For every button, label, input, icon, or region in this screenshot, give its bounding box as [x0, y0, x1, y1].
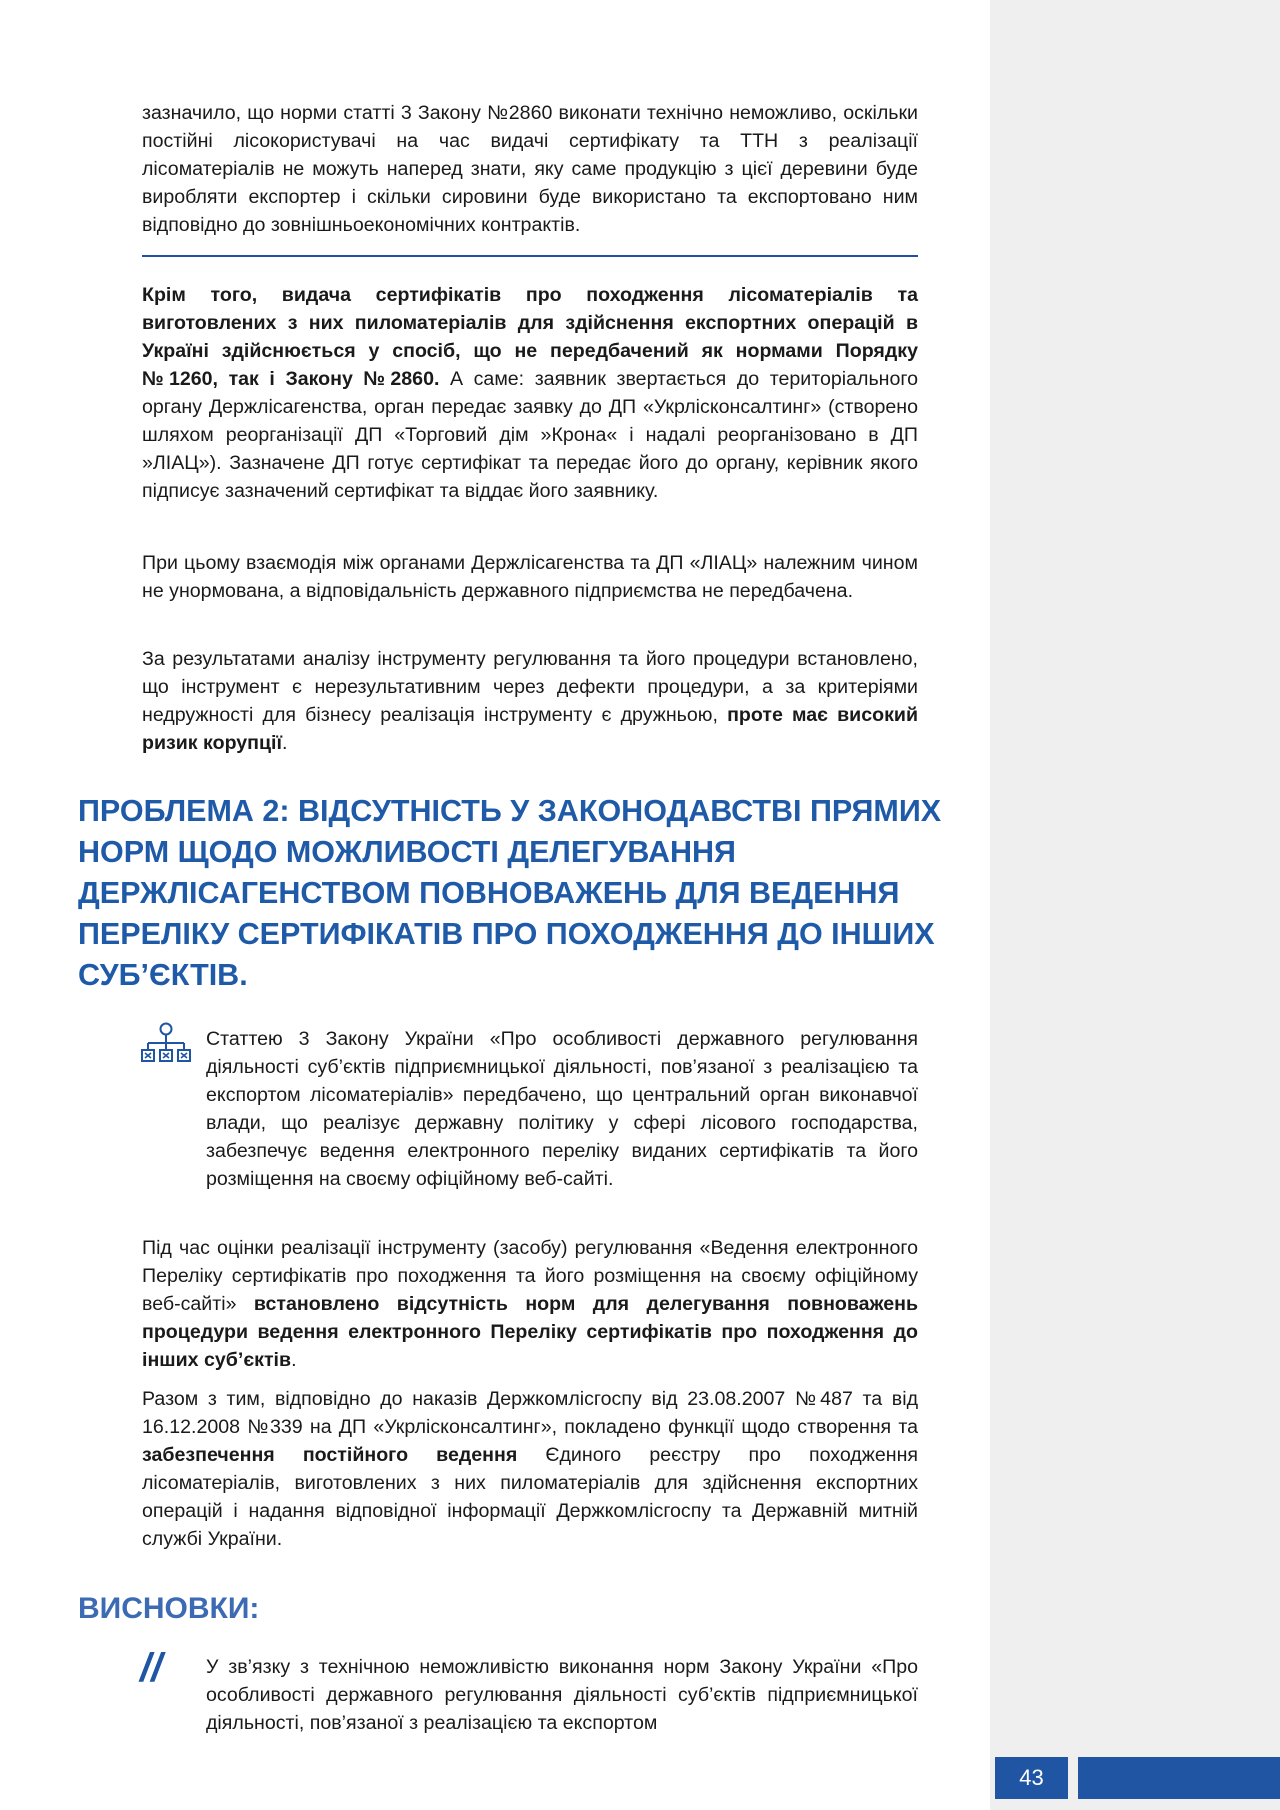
intro-paragraph-4-end: . [282, 732, 288, 754]
intro-paragraph-2-rest: А саме: заявник звертається до територіального органу Держлісагенства, орган передає заявку до ДП «Укрлісконсалтинг» (створено шляхом реорганізації ДП «Торговий дім »Крона« і надалі реорганізовано в ДП »ЛІАЦ»). Зазначене ДП готує сертифікат та передає його до органу, керівник якого підписує зазначений сертифікат та віддає його заявнику. [142, 368, 918, 502]
page-number: 43 [995, 1757, 1068, 1799]
problem-2-paragraph-2-block [142, 1385, 918, 1553]
intro-paragraph-1-block [142, 99, 918, 239]
section-divider [142, 255, 918, 257]
page-number-bar [1078, 1757, 1280, 1799]
page-sidebar [990, 0, 1280, 1810]
intro-paragraph-3-block [142, 549, 918, 605]
intro-paragraph-4 [142, 645, 918, 757]
quote-icon: // [140, 1646, 163, 1690]
law-text: Статтею 3 Закону України «Про особливості державного регулювання діяльності суб’єктів підприємницької діяльності, пов’язаної з реалізацією та експортом лісоматеріалів» передбачено, що центральний орган виконавчої влади, що реалізує державну політику у сфері лісового господарства, забезпечує ведення електронного переліку виданих сертифікатів та його розміщення на своєму офіційному веб-сайті. [206, 1028, 918, 1190]
problem-2-paragraph-1 [142, 1234, 918, 1374]
problem-2-paragraph-1-bold: встановлено відсутність норм для делегування повноважень процедури ведення електронного Переліку сертифікатів про походження до інших суб’єктів [142, 1293, 918, 1371]
conclusions-heading: ВИСНОВКИ: [78, 1592, 260, 1625]
intro-paragraph-2-bold: Крім того, видача сертифікатів про походження лісоматеріалів та виготовлених з них пиломатеріалів для здійснення експортних операцій в Україні здійснюється у спосіб, що не передбачений як нормами Порядку №1260, так і Закону №2860. [142, 284, 918, 390]
conclusions-text-block [206, 1653, 918, 1737]
problem-2-paragraph-2-end: Єдиного реєстру про походження лісоматеріалів, виготовлених з них пиломатеріалів для здійснення експортних операцій і надання відповідної інформації Держкомлісгоспу та Державній митній службі України. [142, 1444, 919, 1550]
problem-2-paragraph-1-block [142, 1234, 918, 1374]
problem-2-paragraph-2 [142, 1385, 918, 1553]
conclusions-text: У зв’язку з технічною неможливістю виконання норм Закону України «Про особливості державного регулювання діяльності суб’єктів підприємницької діяльності, пов’язаної з реалізацією та експортом [206, 1656, 918, 1734]
problem-2-paragraph-2-start: Разом з тим, відповідно до наказів Держкомлісгоспу від 23.08.2007 №487 та від 16.12.2008 №339 на ДП «Укрлісконсалтинг», покладено функції щодо створення та [142, 1388, 918, 1438]
intro-paragraph-3: При цьому взаємодія між органами Держлісагенства та ДП «ЛІАЦ» належним чином не унормована, а відповідальність державного підприємства не передбачена. [142, 552, 918, 602]
intro-paragraph-2-block [142, 281, 918, 505]
problem-2-heading: ПРОБЛЕМА 2: ВІДСУТНІСТЬ У ЗАКОНОДАВСТВІ ПРЯМИХ НОРМ ЩОДО МОЖЛИВОСТІ ДЕЛЕГУВАННЯ ДЕРЖЛІСАГЕНСТВОМ ПОВНОВАЖЕНЬ ДЛЯ ВЕДЕННЯ ПЕРЕЛІКУ СЕРТИФІКАТІВ ПРО ПОХОДЖЕННЯ ДО ІНШИХ СУБ’ЄКТІВ. [78, 794, 942, 992]
intro-paragraph-4-start: За результатами аналізу інструменту регулювання та його процедури встановлено, що інструмент є нерезультативним через дефекти процедури, а за критеріями недружності для бізнесу реалізація інструменту є дружньою, [142, 648, 918, 726]
problem-2-paragraph-1-end: . [291, 1349, 297, 1371]
problem-2-paragraph-1-start: Під час оцінки реалізації інструменту (засобу) регулювання «Ведення електронного Переліку сертифікатів про походження та його розміщення на своєму офіційному веб-сайті» [142, 1237, 918, 1315]
intro-paragraph-1: зазначило, що норми статті 3 Закону №2860 виконати технічно неможливо, оскільки постійні лісокористувачі на час видачі сертифікату та ТТН з реалізації лісоматеріалів не можуть наперед знати, яку саме продукцію з цієї деревини буде виробляти експортер і скільки сировини буде використано та експортовано ним відповідно до зовнішньоекономічних контрактів. [142, 102, 918, 236]
intro-paragraph-2 [142, 281, 918, 505]
hierarchy-icon [140, 1022, 192, 1070]
problem-2-paragraph-2-bold: забезпечення постійного ведення [142, 1444, 518, 1466]
intro-paragraph-4-block [142, 645, 918, 757]
law-text-block [206, 1025, 918, 1193]
corruption-risk-text: проте має високий ризик корупції [142, 704, 918, 754]
